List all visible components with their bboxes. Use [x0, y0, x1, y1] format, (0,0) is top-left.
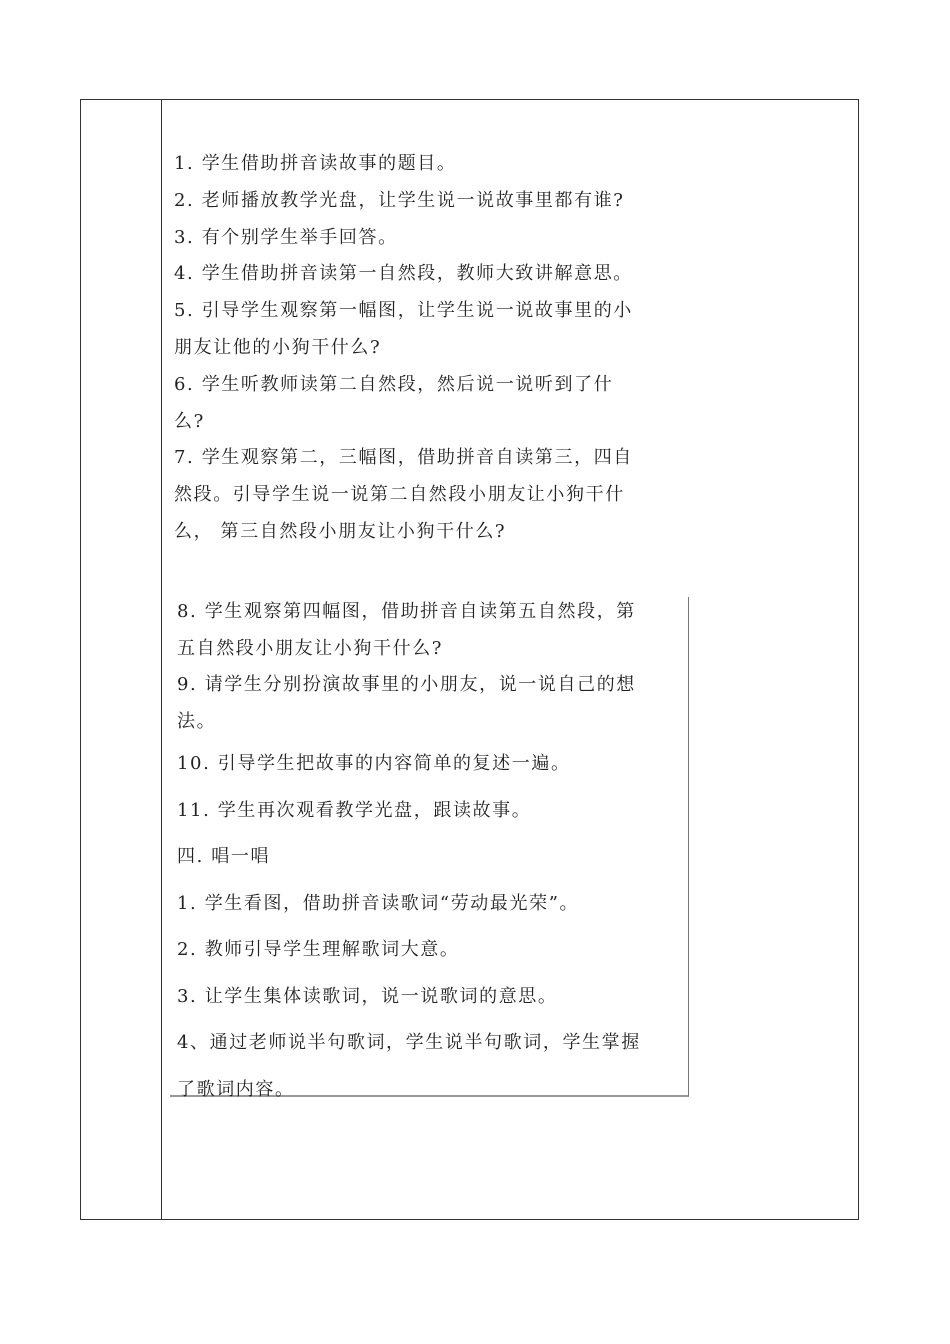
step-line: 6. 学生听教师读第二自然段，然后说一说听到了什: [174, 373, 614, 395]
steps-section-3: [177, 741, 697, 1113]
step-line: 朋友让他的小狗干什么?: [174, 336, 382, 358]
step-line: 8. 学生观察第四幅图，借助拼音自读第五自然段，第: [177, 601, 636, 622]
step-line: 么， 第三自然段小朋友让小狗干什么?: [174, 520, 507, 542]
step-line: 么?: [174, 410, 205, 432]
step-line: 了歌词内容。: [177, 1078, 295, 1100]
step-line: 10. 引导学生把故事的内容简单的复述一遍。: [177, 753, 571, 774]
steps-section-1: [174, 146, 694, 551]
step-line: 1. 学生借助拼音读故事的题目。: [174, 153, 457, 174]
step-line: 3. 让学生集体读歌词，说一说歌词的意思。: [177, 985, 558, 1007]
step-line: 5. 引导学生观察第一幅图，让学生说一说故事里的小: [174, 300, 633, 322]
step-line: 1. 学生看图，借助拼音读歌词“劳动最光荣”。: [177, 892, 580, 914]
step-line: 2. 老师播放教学光盘，让学生说一说故事里都有谁?: [174, 189, 625, 211]
steps-section-2: [177, 594, 697, 740]
step-line: 11. 学生再次观看教学光盘，跟读故事。: [177, 799, 532, 821]
step-line: 法。: [177, 710, 217, 732]
section-heading-sing: 四. 唱一唱: [177, 846, 271, 867]
step-line: 五自然段小朋友让小狗干什么?: [177, 637, 444, 659]
column-divider: [161, 99, 162, 1220]
step-line: 2. 教师引导学生理解歌词大意。: [177, 939, 460, 960]
step-line: 3. 有个别学生举手回答。: [174, 226, 398, 248]
step-line: 4、通过老师说半句歌词，学生说半句歌词，学生掌握: [177, 1032, 641, 1053]
step-line: 4. 学生借助拼音读第一自然段，教师大致讲解意思。: [174, 263, 633, 285]
step-line: 7. 学生观察第二，三幅图，借助拼音自读第三，四自: [174, 447, 633, 469]
step-line: 9. 请学生分别扮演故事里的小朋友，说一说自己的想: [177, 674, 636, 695]
step-line: 然段。引导学生说一说第二自然段小朋友让小狗干什: [174, 484, 625, 506]
